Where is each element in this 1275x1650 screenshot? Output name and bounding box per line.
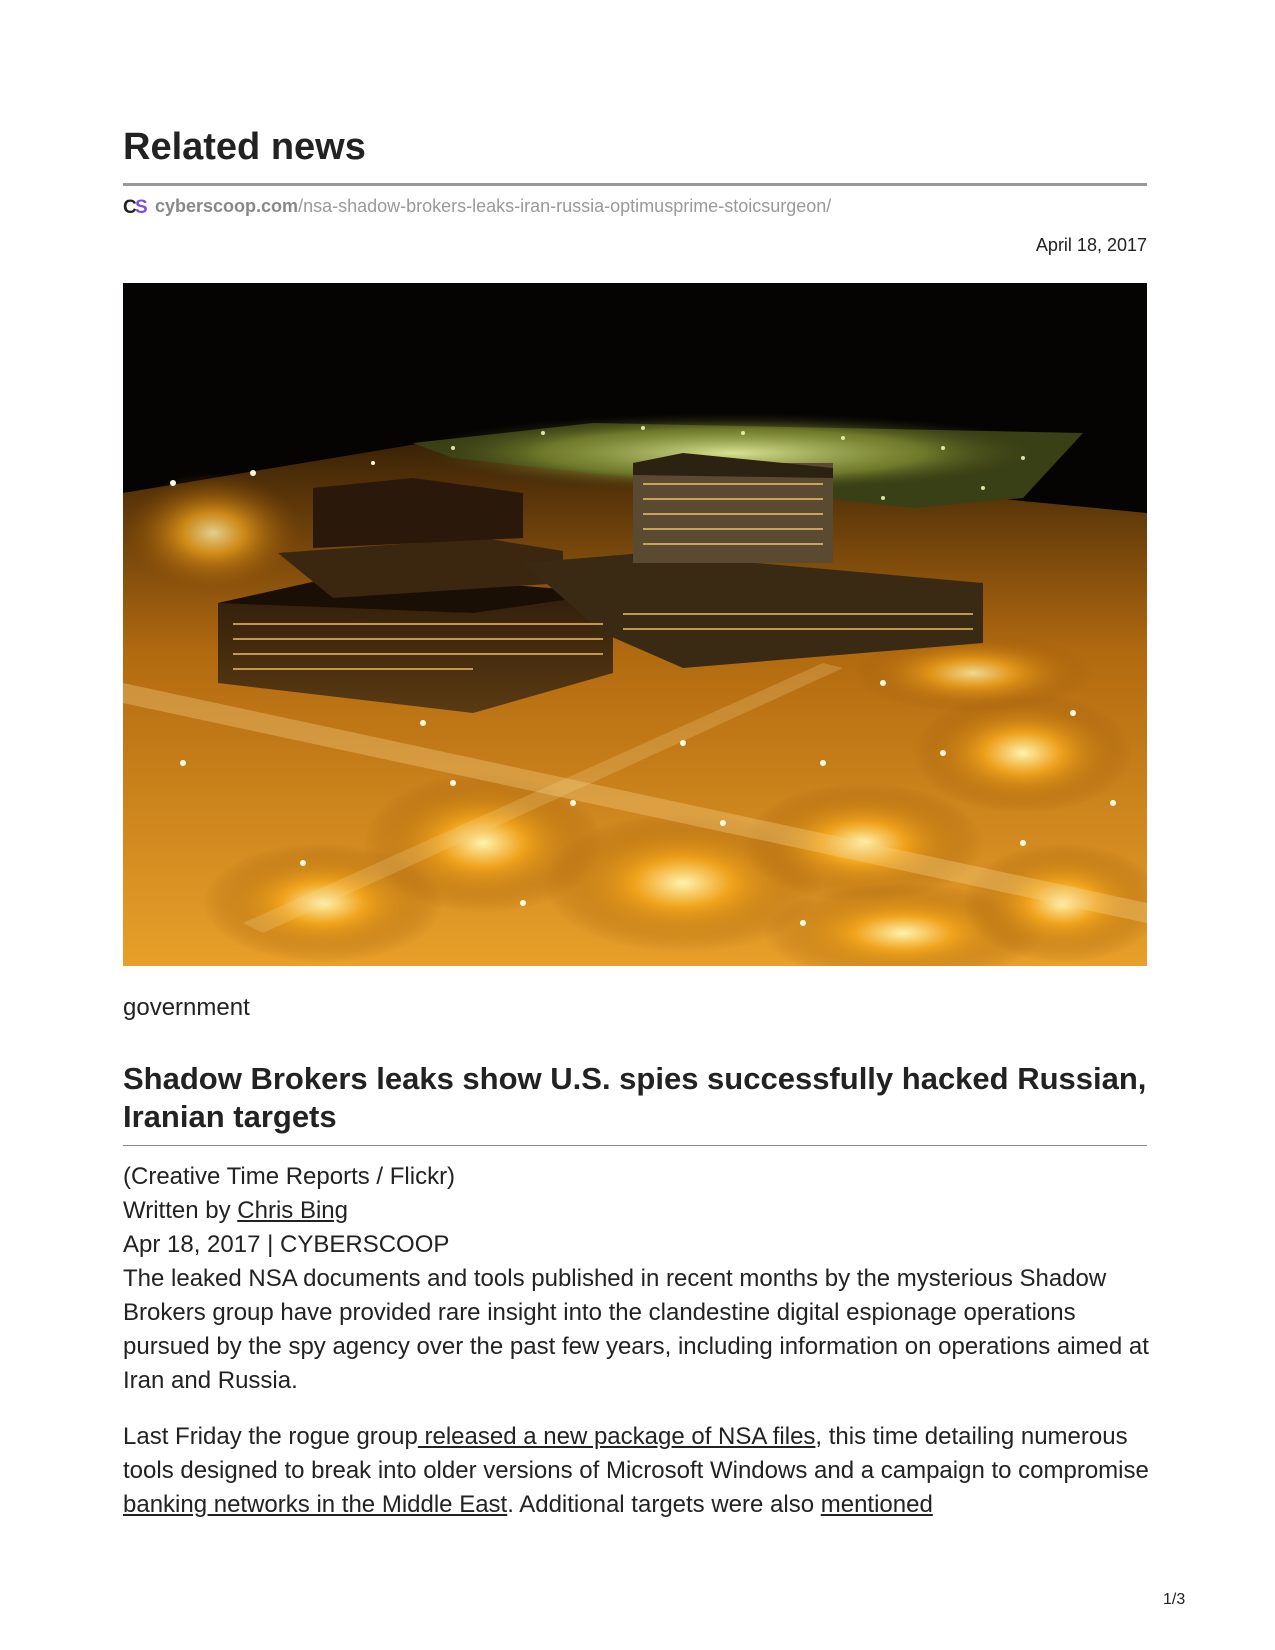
article-date: April 18, 2017 [1035, 235, 1147, 255]
source-link[interactable] [123, 196, 831, 217]
dateline: Apr 18, 2017 | CYBERSCOOP [123, 1231, 450, 1258]
paragraph-2: Last Friday the rogue group released a new package of NSA files, this time detailing numerous tools designed to break into older versions of Microsoft Windows and a campaign to compromise banking networks in the Middle East. Additional targets were also mentioned [123, 1423, 1149, 1518]
article-headline: Shadow Brokers leaks show U.S. spies successfully hacked Russian, Iranian targets [123, 1061, 1147, 1134]
photo-credit: (Creative Time Reports / Flickr) [123, 1163, 456, 1190]
article-category: government [123, 994, 250, 1021]
byline: Written by Chris Bing [123, 1197, 348, 1224]
section-title: Related news [123, 126, 366, 168]
title-divider [123, 183, 1147, 186]
hero-image [123, 283, 1147, 966]
mentioned-link[interactable]: mentioned [820, 1491, 933, 1518]
article-meta [123, 1160, 1153, 1398]
author-link[interactable]: Chris Bing [237, 1197, 348, 1224]
released-package-link[interactable]: released a new package of NSA files [417, 1423, 816, 1450]
page-number: 1/3 [1163, 1591, 1186, 1608]
cyberscoop-logo-icon: C S [123, 196, 148, 218]
banking-networks-link[interactable]: banking networks in the Middle East [123, 1491, 508, 1518]
source-domain: cyberscoop.com [155, 196, 299, 216]
paragraph-1: The leaked NSA documents and tools published in recent months by the mysterious Shadow Brokers group have provided rare insight into the clandestine digital espionage operations pursued by the spy agency over the past few years, including information on operations aimed at Iran and Russia. [123, 1265, 1149, 1394]
source-path: /nsa-shadow-brokers-leaks-iran-russia-optimusprime-stoicsurgeon/ [298, 196, 832, 216]
headline-divider [123, 1145, 1147, 1146]
